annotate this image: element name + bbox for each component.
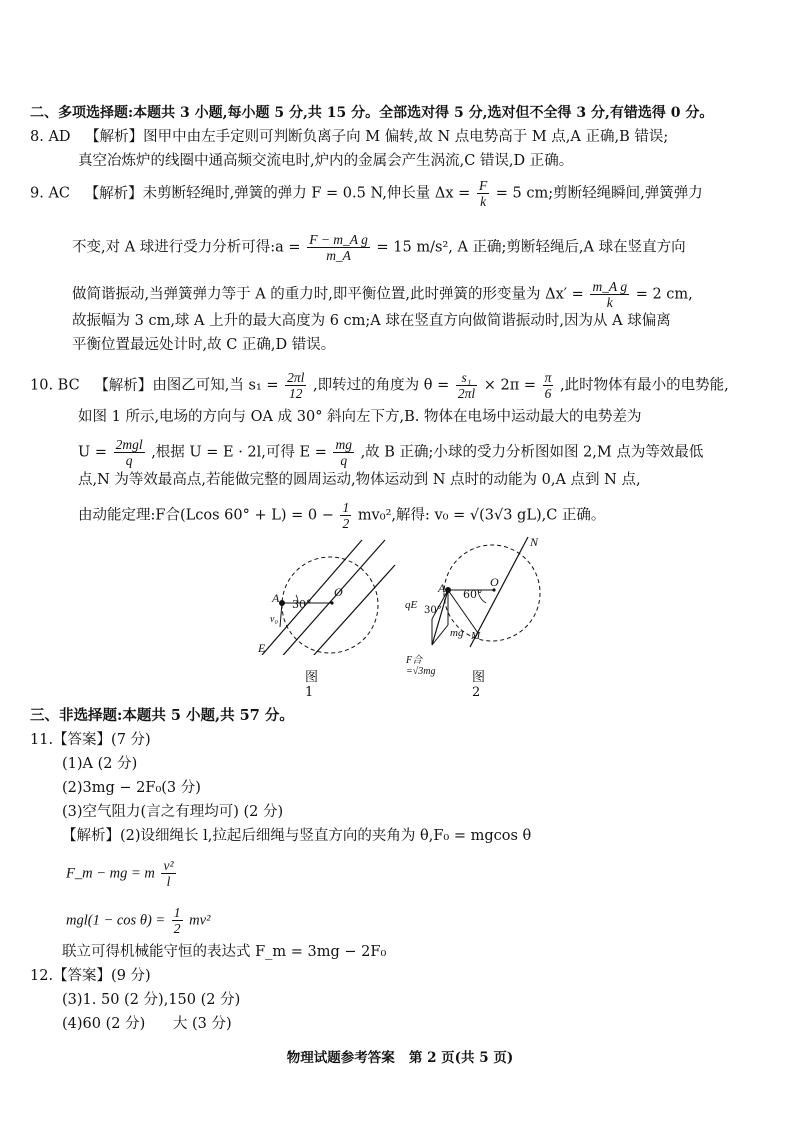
fraction-v2-over-l [161,858,175,889]
answer-11-part-3: (3)空气阻力(言之有理均可) (2 分) [62,804,284,820]
answer-9-line-1 [30,178,703,209]
numerator: mg [335,437,352,452]
answer-9-line-2 [72,232,686,263]
velocity-vector [280,603,282,627]
numerator: 2mgl [115,437,143,452]
question-number: 10. BC [30,377,80,394]
equation-text: F_m − mg = m [66,865,155,882]
fraction-F-over-k [477,178,489,209]
answer-9-line-3 [72,279,693,310]
answer-11-analysis: 【解析】(2)设细绳长 l,拉起后细绳与竖直方向的夹角为 θ,F₀ = mgcos θ [62,828,532,844]
field-line [305,565,395,655]
analysis-text: 未剪断轻绳时,弹簧的弹力 F = 0.5 N,伸长量 Δx = [142,185,471,202]
analysis-text: 由动能定理:F合(Lcos 60° + L) = 0 − [78,507,334,524]
label-O: O [490,575,499,589]
numerator: 1 [342,500,350,515]
analysis-text: mv₀²,解得: v₀ = √(3√3 gL),C 正确。 [357,507,606,524]
analysis-tag: 【解析】 [85,129,144,145]
analysis-text: ,此时物体有最小的电势能, [560,377,729,394]
answer-10-line-3 [78,437,703,468]
label-O: O [334,585,343,599]
section-heading-non-choice: 三、非选择题:本题共 5 小题,共 57 分。 [30,707,294,724]
label-qE: qE [405,599,418,611]
label-v0: v₀ [270,614,278,625]
point-A [279,600,285,606]
answer-9-line-4: 故振幅为 3 cm,球 A 上升的最大高度为 6 cm;A 球在竖直方向做简谐振动时,因为从 A 球偏离 [72,313,671,329]
answer-12-part-3: (3)1. 50 (2 分),150 (2 分) [62,992,241,1008]
analysis-text: = 2 cm, [635,286,693,303]
figure-1-caption: 图1 [305,670,319,700]
answer-11-part-2: (2)3mg − 2F₀(3 分) [62,780,201,796]
analysis-text: = 15 m/s², A 正确;剪断轻绳后,A 球在竖直方向 [376,239,686,256]
analysis-text: ,即转过的角度为 θ = [313,377,450,394]
question-number: 8. AD [30,129,71,145]
numerator: 1 [173,905,181,920]
denominator: 2 [342,516,350,531]
denominator: q [114,452,145,468]
fraction-one-half [340,500,351,531]
analysis-text: 不变,对 A 球进行受力分析可得:a = [72,239,301,256]
answer-11-equation-2 [66,905,210,936]
fraction-field-strength [333,437,354,468]
analysis-text: 由图乙可知,当 s₁ = [152,377,279,394]
equation-text: mv² [189,912,211,929]
denominator: k [590,294,629,310]
numerator: s₁ [461,370,472,385]
answer-8-line-1 [30,127,668,147]
question-number: 9. AC [30,185,71,202]
answer-11-heading: 11.【答案】(7 分) [30,732,151,748]
answer-12-part-4: (4)60 (2 分) 大 (3 分) [62,1016,232,1032]
answer-8-line-2: 真空冶炼炉的线圈中通高频交流电时,炉内的金属会产生涡流,C 错误,D 正确。 [78,153,574,169]
label-A: A [272,591,280,605]
analysis-text: ,根据 U = E · 2l,可得 E = [151,444,327,461]
figure-2-caption: 图2 [472,670,486,700]
fraction-one-half [172,905,183,936]
fraction-deformation [590,279,629,310]
label-E: E [258,641,266,655]
analysis-text: = 5 cm;剪断轻绳瞬间,弹簧弹力 [495,185,703,202]
denominator: l [161,873,175,889]
fraction-acceleration [307,232,370,263]
numerator: v² [163,858,174,873]
analysis-text: 图甲中由左手定则可判断负离子向 M 偏转,故 N 点电势高于 M 点,A 正确,B 错误; [143,129,669,145]
denominator: 2 [173,921,181,936]
point-O [330,601,333,604]
answer-10-line-5 [78,500,605,531]
analysis-text: U = [78,444,107,461]
answer-11-equation-1 [66,858,178,889]
denominator: q [333,452,354,468]
analysis-tag: 【解析】 [94,377,153,394]
fraction-angle [456,370,477,401]
numerator: m_A g [592,279,628,294]
label-angle-60: 60° [463,588,483,601]
label-resultant-force: F合=√3mg [406,655,436,677]
fraction-pi-over-6 [543,370,554,401]
answer-10-line-2: 如图 1 所示,电场的方向与 OA 成 30° 斜向左下方,B. 物体在电场中运动最大的电势差为 [78,409,642,425]
analysis-text: × 2π = [483,377,537,394]
label-A: A [438,581,446,595]
analysis-text: ,故 B 正确;小球的受力分析图如图 2,M 点为等效最低 [360,444,704,461]
numerator: 2πl [287,370,305,385]
field-line [270,540,385,655]
label-angle-30: 30° [424,605,442,616]
numerator: F [478,178,488,193]
label-M: M [471,630,481,642]
denominator: m_A [307,247,370,263]
section-heading-multiple-choice: 二、多项选择题:本题共 3 小题,每小题 5 分,共 15 分。全部选对得 5 分,选对但不全得 3 分,有错选得 0 分。 [30,105,714,121]
answer-11-conclusion: 联立可得机械能守恒的表达式 F_m = 3mg − 2F₀ [62,944,387,960]
denominator: 6 [543,385,554,401]
answer-9-line-5: 平衡位置最远处计时,故 C 正确,D 错误。 [72,337,336,353]
answer-10-line-1 [30,370,729,401]
figure-2-diagram [400,535,550,670]
equation-text: mgl(1 − cos θ) = [66,912,166,929]
label-N: N [530,535,539,549]
analysis-tag: 【解析】 [84,185,143,202]
answer-11-part-1: (1)A (2 分) [62,756,138,772]
answer-10-line-4: 点,N 为等效最高点,若能做完整的圆周运动,物体运动到 N 点时的动能为 0,A 点到 N 点, [78,472,641,488]
page-footer: 物理试题参考答案 第 2 页(共 5 页) [286,1050,514,1066]
denominator: 12 [285,385,306,401]
denominator: k [477,193,489,209]
point-A [445,587,451,593]
numerator: F − m_A g [309,232,368,247]
fraction-arc-length [285,370,306,401]
label-angle-30: 30° [292,598,312,611]
analysis-text: 做简谐振动,当弹簧弹力等于 A 的重力时,即平衡位置,此时弹簧的形变量为 Δx′ = [72,286,584,303]
denominator: 2πl [457,386,476,401]
fraction-potential-difference [114,437,145,468]
label-mg: mg [450,627,464,639]
answer-12-heading: 12.【答案】(9 分) [30,968,151,984]
numerator: π [544,370,552,385]
resultant-force [432,590,448,645]
